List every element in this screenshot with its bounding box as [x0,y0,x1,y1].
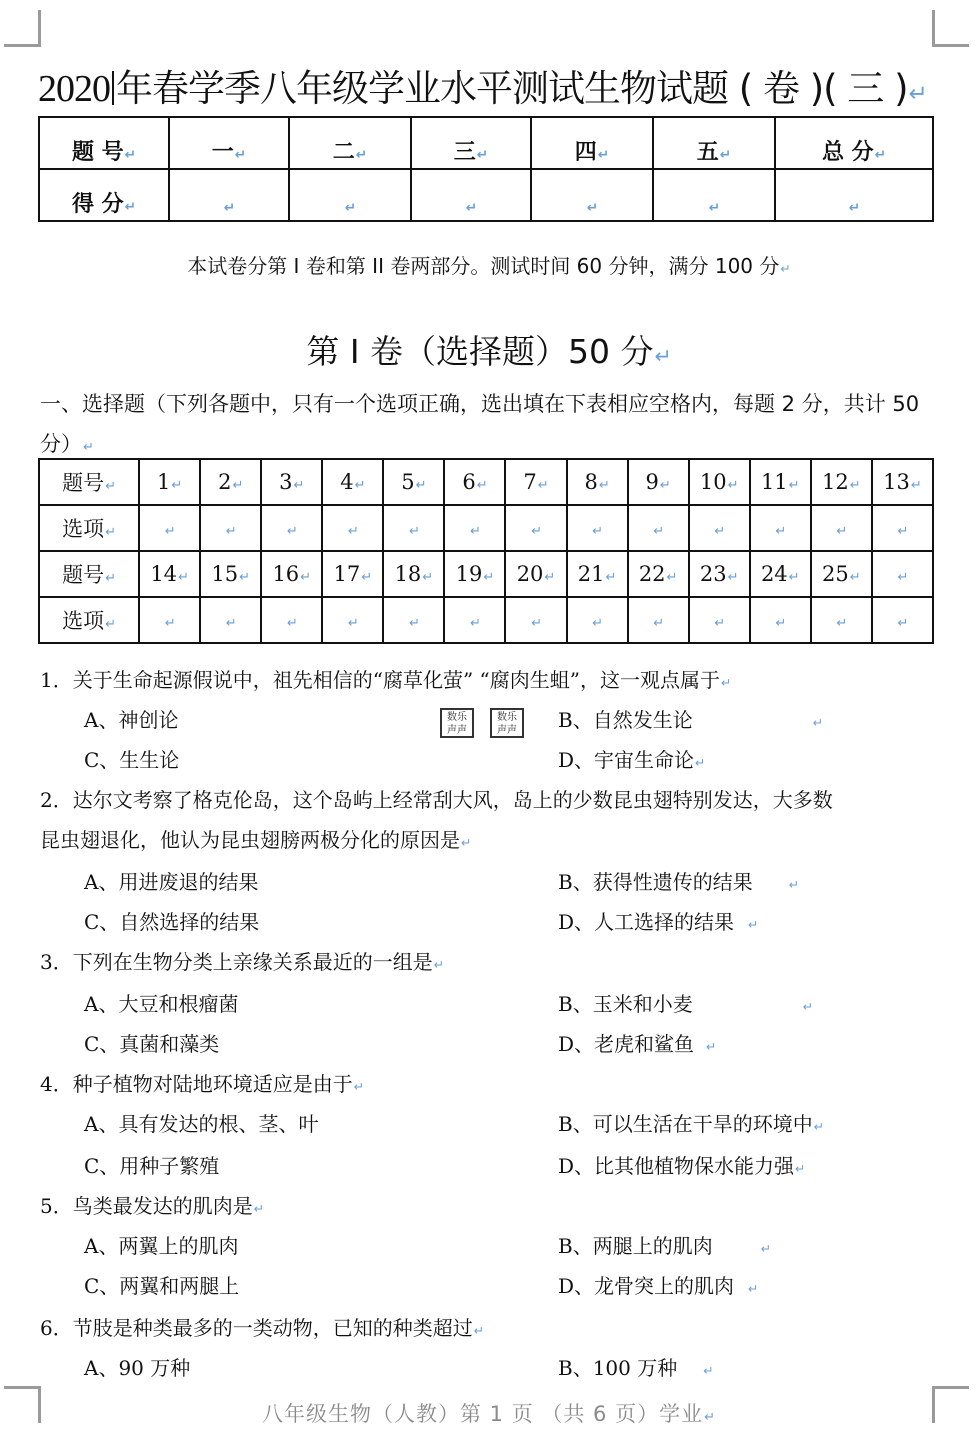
answer-cell[interactable]: ↵ [811,505,872,551]
answer-cell[interactable]: ↵ [689,597,750,643]
question-3-option-c: C、真菌和藻类 [84,1032,220,1056]
question-2-option-c: C、自然选择的结果 [84,910,260,934]
title-year: 2020 [38,68,110,110]
score-input-cell[interactable]: ↵ [775,169,933,221]
question-6-stem: 6．节肢是种类最多的一类动物，已知的种类超过↵ [40,1316,485,1340]
question-5-option-d: D、龙骨突上的肌肉 ↵ [558,1274,759,1298]
answer-cell[interactable]: ↵ [261,505,322,551]
stamp-image-1: 数乐 声声 [440,708,474,738]
answer-number-row-2: 题号↵ 14↵ 15↵ 16↵ 17↵ 18↵ 19↵ 20↵ 21↵ 22↵ 23↵ 24↵ 25↵ ↵ [39,551,933,597]
answer-option-row-2 [39,597,933,643]
question-2-stem-line-1: 2．达尔文考察了格克伦岛，这个岛屿上经常刮大风，岛上的少数昆虫翅特别发达，大多数 [40,788,833,812]
title-text: 年春学季八年级学业水平测试生物试题 ( 卷 )( 三 ) [116,67,908,110]
answer-cell[interactable]: ↵ [322,505,383,551]
score-input-cell[interactable]: ↵ [289,169,411,221]
answer-cell[interactable]: ↵ [505,597,566,643]
answer-option-row-1 [39,505,933,551]
answer-number-row-1: 题号↵ 1↵ 2↵ 3↵ 4↵ 5↵ 6↵ 7↵ 8↵ 9↵ 10↵ 11↵ 12↵ 13↵ [39,459,933,505]
question-3-option-a: A、大豆和根瘤菌 [84,992,239,1016]
section-intro: 一、选择题（下列各题中，只有一个选项正确，选出填在下表相应空格内，每题 2 分，共计 50 分）↵ [40,392,920,456]
score-header-cell: 题 号↵ [39,117,169,169]
score-header-cell: 五↵ [653,117,775,169]
answer-cell[interactable]: ↵ [872,597,933,643]
question-2-option-a: A、用进废退的结果 [84,870,259,894]
question-3-option-d: D、老虎和鲨鱼 ↵ [558,1032,717,1056]
paragraph-mark-icon: ↵ [908,81,927,107]
score-table [38,116,934,222]
question-5-option-a: A、两翼上的肌肉 [84,1234,239,1258]
score-header-cell: 一↵ [169,117,289,169]
score-header-cell: 四↵ [531,117,653,169]
answer-cell[interactable]: ↵ [139,597,200,643]
question-1-option-d: D、宇宙生命论↵ [558,748,706,772]
question-1-option-a: A、神创论 [84,708,179,732]
answer-cell[interactable]: ↵ [383,505,444,551]
question-4-option-c: C、用种子繁殖 [84,1154,220,1178]
answer-cell[interactable]: ↵ [444,597,505,643]
part-title: 第 I 卷（选择题）50 分↵ [306,332,672,371]
question-5-option-c: C、两翼和两腿上 [84,1274,240,1298]
answer-row-label: 题号↵ [39,551,139,597]
question-5-option-b: B、两腿上的肌肉 ↵ [558,1234,772,1258]
question-4-stem: 4．种子植物对陆地环境适应是由于↵ [40,1072,365,1096]
score-value-row [39,169,933,221]
question-1-stem: 1．关于生命起源假说中，祖先相信的“腐草化萤” “腐肉生蛆”，这一观点属于↵ [40,668,732,692]
score-label-cell: 得 分↵ [39,169,169,221]
answer-cell[interactable]: ↵ [811,597,872,643]
answer-cell[interactable]: ↵ [505,505,566,551]
score-input-cell[interactable]: ↵ [169,169,289,221]
question-6-option-b: B、100 万种 ↵ [558,1356,714,1380]
answer-cell[interactable]: ↵ [383,597,444,643]
answer-cell[interactable]: ↵ [750,597,811,643]
question-4-option-a: A、具有发达的根、茎、叶 [84,1112,319,1136]
score-input-cell[interactable]: ↵ [653,169,775,221]
answer-cell[interactable]: ↵ [322,597,383,643]
question-1-option-b: B、自然发生论 ↵ [558,708,824,732]
question-3-option-b: B、玉米和小麦 ↵ [558,992,814,1016]
corner-mark-top-right [932,10,969,47]
question-2-option-b: B、获得性遗传的结果 ↵ [558,870,800,894]
answer-cell[interactable]: ↵ [628,505,689,551]
answer-cell[interactable]: ↵ [872,505,933,551]
question-3-stem: 3．下列在生物分类上亲缘关系最近的一组是↵ [40,950,445,974]
answer-cell[interactable]: ↵ [628,597,689,643]
question-6-option-a: A、90 万种 [84,1356,191,1380]
answer-cell[interactable]: ↵ [139,505,200,551]
answer-cell[interactable]: ↵ [444,505,505,551]
score-input-cell[interactable]: ↵ [411,169,531,221]
answer-cell[interactable]: ↵ [200,597,261,643]
answer-cell[interactable]: ↵ [261,597,322,643]
corner-mark-top-left [4,10,41,47]
score-header-row [39,117,933,169]
answer-table [38,458,934,644]
page-title [38,58,958,112]
score-header-cell: 三↵ [411,117,531,169]
answer-cell[interactable]: ↵ [567,597,628,643]
answer-row-label: 选项↵ [39,505,139,551]
question-4-option-d: D、比其他植物保水能力强↵ [558,1154,806,1178]
question-2-option-d: D、人工选择的结果 ↵ [558,910,759,934]
question-2-stem-line-2: 昆虫翅退化，他认为昆虫翅膀两极分化的原因是↵ [40,828,472,852]
question-4-option-b: B、可以生活在干旱的环境中↵ [558,1112,825,1136]
score-input-cell[interactable]: ↵ [531,169,653,221]
stamp-image-2: 数乐 声声 [490,708,524,738]
question-1-option-c: C、生生论 [84,748,180,772]
answer-cell[interactable]: ↵ [567,505,628,551]
score-header-cell: 二↵ [289,117,411,169]
question-5-stem: 5．鸟类最发达的肌肉是↵ [40,1194,265,1218]
page-footer: 八年级生物（人教）第 1 页 （共 6 页）学业↵ [261,1402,716,1426]
answer-row-label: 选项↵ [39,597,139,643]
score-header-cell: 总 分↵ [775,117,933,169]
answer-cell[interactable]: ↵ [200,505,261,551]
answer-cell[interactable]: ↵ [689,505,750,551]
exam-intro: 本试卷分第 I 卷和第 II 卷两部分。测试时间 60 分钟，满分 100 分↵ [187,254,791,278]
answer-cell[interactable]: ↵ [750,505,811,551]
answer-row-label: 题号↵ [39,459,139,505]
text-cursor [112,71,114,105]
